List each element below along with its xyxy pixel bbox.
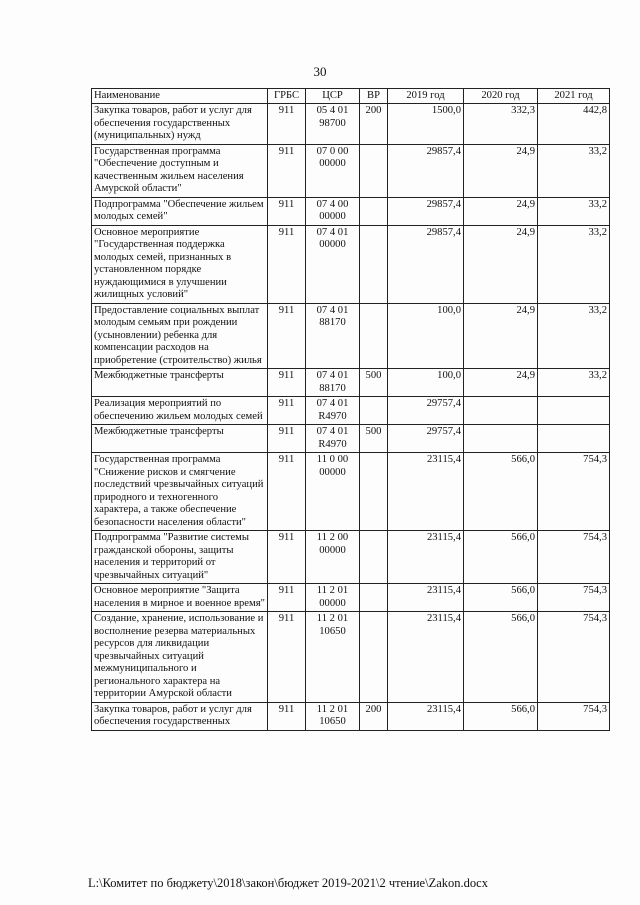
cell-2021: 754,3	[538, 584, 610, 612]
header-grbs: ГРБС	[268, 89, 306, 104]
cell-2021: 754,3	[538, 702, 610, 730]
cell-2020: 24,9	[464, 197, 538, 225]
table-header-row	[92, 89, 610, 104]
cell-2019: 23115,4	[388, 531, 464, 584]
cell-csr: 07 4 01 88170	[306, 369, 360, 397]
cell-2019: 29757,4	[388, 425, 464, 453]
cell-name: Закупка товаров, работ и услуг для обеспечения государственных (муниципальных) нужд	[92, 104, 268, 145]
cell-2021: 33,2	[538, 225, 610, 303]
cell-grbs: 911	[268, 197, 306, 225]
cell-grbs: 911	[268, 531, 306, 584]
cell-grbs: 911	[268, 612, 306, 703]
cell-2020	[464, 397, 538, 425]
cell-2020: 332,3	[464, 104, 538, 145]
cell-grbs: 911	[268, 104, 306, 145]
budget-table	[91, 88, 610, 731]
table-row	[92, 369, 610, 397]
cell-csr: 05 4 01 98700	[306, 104, 360, 145]
cell-vr: 200	[360, 702, 388, 730]
cell-2021	[538, 425, 610, 453]
cell-2020: 566,0	[464, 612, 538, 703]
cell-csr: 07 4 01 R4970	[306, 425, 360, 453]
cell-2021: 33,2	[538, 144, 610, 197]
cell-csr: 07 4 01 R4970	[306, 397, 360, 425]
cell-csr: 07 4 01 00000	[306, 225, 360, 303]
file-path-footer: L:\Комитет по бюджету\2018\закон\бюджет 2019-2021\2 чтение\Zakon.docx	[88, 876, 488, 890]
cell-2019: 23115,4	[388, 584, 464, 612]
cell-2019: 1500,0	[388, 104, 464, 145]
cell-grbs: 911	[268, 225, 306, 303]
header-2019: 2019 год	[388, 89, 464, 104]
cell-name: Государственная программа "Снижение рисков и смягчение последствий чрезвычайных ситуаций природного и техногенного характера, а также обеспечение безопасности населения области"	[92, 453, 268, 531]
cell-grbs: 911	[268, 369, 306, 397]
table-row	[92, 225, 610, 303]
cell-name: Закупка товаров, работ и услуг для обеспечения государственных	[92, 702, 268, 730]
cell-2021: 754,3	[538, 453, 610, 531]
cell-2020: 566,0	[464, 531, 538, 584]
cell-vr	[360, 303, 388, 369]
table-row	[92, 397, 610, 425]
cell-2020	[464, 425, 538, 453]
table-row	[92, 612, 610, 703]
cell-csr: 07 4 00 00000	[306, 197, 360, 225]
cell-vr	[360, 197, 388, 225]
cell-name: Межбюджетные трансферты	[92, 425, 268, 453]
header-name: Наименование	[92, 89, 268, 104]
cell-2020: 24,9	[464, 369, 538, 397]
cell-vr	[360, 144, 388, 197]
cell-2021: 754,3	[538, 531, 610, 584]
cell-grbs: 911	[268, 397, 306, 425]
header-csr: ЦСР	[306, 89, 360, 104]
cell-vr	[360, 453, 388, 531]
cell-vr: 500	[360, 425, 388, 453]
cell-vr: 200	[360, 104, 388, 145]
cell-2019: 23115,4	[388, 453, 464, 531]
cell-grbs: 911	[268, 425, 306, 453]
cell-2021: 754,3	[538, 612, 610, 703]
table-body	[92, 104, 610, 731]
table-row	[92, 303, 610, 369]
cell-name: Основное мероприятие "Защита населения в мирное и военное время"	[92, 584, 268, 612]
cell-2019: 23115,4	[388, 702, 464, 730]
cell-csr: 07 4 01 88170	[306, 303, 360, 369]
table-row	[92, 197, 610, 225]
cell-2020: 566,0	[464, 702, 538, 730]
cell-2020: 24,9	[464, 225, 538, 303]
cell-name: Государственная программа "Обеспечение доступным и качественным жильем населения Амурской области"	[92, 144, 268, 197]
cell-2021: 33,2	[538, 369, 610, 397]
header-2020: 2020 год	[464, 89, 538, 104]
page-number: 30	[313, 64, 327, 79]
cell-grbs: 911	[268, 584, 306, 612]
cell-2019: 29757,4	[388, 397, 464, 425]
table-row	[92, 425, 610, 453]
cell-name: Межбюджетные трансферты	[92, 369, 268, 397]
cell-csr: 07 0 00 00000	[306, 144, 360, 197]
cell-vr	[360, 584, 388, 612]
cell-name: Предоставление социальных выплат молодым семьям при рождении (усыновлении) ребенка для компенсации расходов на приобретение (строительство) жилья	[92, 303, 268, 369]
cell-grbs: 911	[268, 702, 306, 730]
table-row	[92, 144, 610, 197]
cell-2020: 566,0	[464, 584, 538, 612]
cell-name: Подпрограмма "Развитие системы гражданской обороны, защиты населения и территорий от чрезвычайных ситуаций"	[92, 531, 268, 584]
cell-csr: 11 2 01 00000	[306, 584, 360, 612]
table-row	[92, 702, 610, 730]
table-row	[92, 104, 610, 145]
cell-vr	[360, 612, 388, 703]
cell-2020: 24,9	[464, 303, 538, 369]
cell-2019: 23115,4	[388, 612, 464, 703]
cell-2021	[538, 397, 610, 425]
cell-vr	[360, 225, 388, 303]
cell-csr: 11 0 00 00000	[306, 453, 360, 531]
cell-grbs: 911	[268, 453, 306, 531]
cell-csr: 11 2 01 10650	[306, 702, 360, 730]
cell-grbs: 911	[268, 144, 306, 197]
cell-vr	[360, 397, 388, 425]
cell-name: Создание, хранение, использование и восполнение резерва материальных ресурсов для ликвидации чрезвычайных ситуаций межмуниципального и регионального характера на территории Амурской области	[92, 612, 268, 703]
cell-vr: 500	[360, 369, 388, 397]
cell-2019: 29857,4	[388, 225, 464, 303]
table-row	[92, 531, 610, 584]
table-row	[92, 584, 610, 612]
cell-2019: 100,0	[388, 369, 464, 397]
cell-name: Реализация мероприятий по обеспечению жильем молодых семей	[92, 397, 268, 425]
cell-csr: 11 2 01 10650	[306, 612, 360, 703]
cell-2020: 24,9	[464, 144, 538, 197]
cell-2019: 29857,4	[388, 197, 464, 225]
cell-vr	[360, 531, 388, 584]
table-row	[92, 453, 610, 531]
cell-grbs: 911	[268, 303, 306, 369]
cell-2021: 33,2	[538, 197, 610, 225]
cell-2020: 566,0	[464, 453, 538, 531]
cell-2021: 33,2	[538, 303, 610, 369]
header-2021: 2021 год	[538, 89, 610, 104]
cell-csr: 11 2 00 00000	[306, 531, 360, 584]
cell-2021: 442,8	[538, 104, 610, 145]
cell-name: Подпрограмма "Обеспечение жильем молодых семей"	[92, 197, 268, 225]
cell-name: Основное мероприятие "Государственная поддержка молодых семей, признанных в установленном порядке нуждающимися в улучшении жилищных условий"	[92, 225, 268, 303]
cell-2019: 29857,4	[388, 144, 464, 197]
cell-2019: 100,0	[388, 303, 464, 369]
header-vr: ВР	[360, 89, 388, 104]
